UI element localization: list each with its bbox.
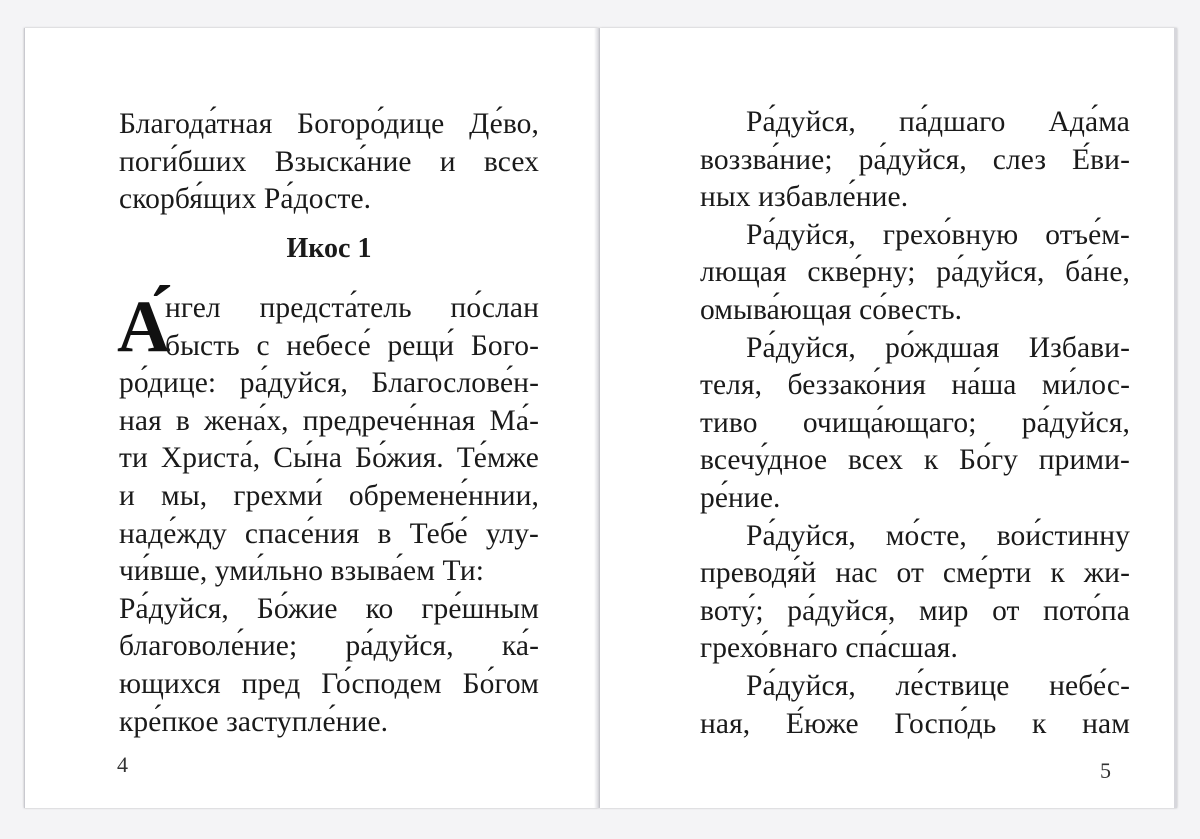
- open-booklet: [24, 28, 1174, 818]
- text-line: грехо́внаго спа́сшая.: [700, 632, 958, 665]
- text-line: ти Христа́, Сы́на Бо́жия. Те́мже: [119, 442, 539, 475]
- right-page: [600, 28, 1177, 808]
- text-line: Ра́дуйся, грехо́вную отъе́м-: [746, 218, 1130, 251]
- text-line: кре́пкое заступле́ние.: [119, 705, 389, 738]
- text-line: Ра́дуйся, Бо́жие ко гре́шным: [119, 592, 539, 625]
- text-line: ющихся пред Го́сподем Бо́гом: [119, 667, 539, 700]
- right-text: [700, 104, 1130, 743]
- text-line: Ра́дуйся, ле́ствице небе́с-: [746, 669, 1130, 702]
- text-line: лющая скве́рну; ра́дуйся, ба́не,: [700, 256, 1130, 289]
- text-line: поги́бших Взыска́ние и всех: [119, 145, 539, 178]
- text-line: и мы, грехми́ обремене́ннии,: [119, 479, 539, 512]
- drop-cap: А́: [117, 286, 171, 368]
- text-line: наде́жду спасе́ния в Тебе́ улу-: [119, 517, 539, 550]
- text-line: ро́дице: ра́дуйся, Благослове́н-: [119, 367, 539, 400]
- ikos-paragraph: [117, 286, 539, 741]
- text-line: благоволе́ние; ра́дуйся, ка́-: [119, 630, 539, 663]
- page-number-left: 4: [117, 752, 128, 777]
- page-number-right: 5: [1100, 758, 1111, 783]
- text-line: ная в жена́х, предрече́нная Ма́-: [119, 404, 539, 437]
- text-line: ная, Е́юже Госпо́дь к нам: [700, 707, 1130, 740]
- text-line: бысть с небесе́ рещи́ Бого-: [165, 329, 539, 362]
- text-line: омыва́ющая со́весть.: [700, 293, 963, 326]
- text-line: Ра́дуйся, па́дшаго Ада́ма: [746, 106, 1130, 138]
- text-line: Благода́тная Богоро́дице Де́во,: [119, 108, 539, 140]
- text-line: скорбя́щих Ра́досте.: [119, 183, 372, 216]
- text-line: ре́ние.: [700, 481, 781, 514]
- text-line: преводя́й нас от сме́рти к жи-: [700, 557, 1130, 590]
- ikos-heading: Икос 1: [286, 233, 372, 264]
- text-line: нгел предста́тель по́слан: [165, 292, 539, 324]
- text-line: воту́; ра́дуйся, мир от пото́па: [700, 594, 1130, 627]
- text-line: Ра́дуйся, мо́сте, вои́стинну: [746, 519, 1130, 552]
- text-line: ных избавле́ние.: [700, 181, 909, 214]
- text-line: Ра́дуйся, ро́ждшая Избави-: [746, 331, 1130, 364]
- left-page: [24, 28, 599, 808]
- text-line: всечу́дное всех к Бо́гу прими-: [700, 444, 1130, 477]
- text-line: теля, беззако́ния на́ша ми́лос-: [700, 369, 1130, 402]
- text-line: воззва́ние; ра́дуйся, слез Е́ви-: [700, 143, 1130, 176]
- text-line: чи́вше, уми́льно взыва́ем Ти:: [119, 555, 485, 588]
- intro-paragraph: [119, 106, 539, 219]
- text-line: тиво очища́ющаго; ра́дуйся,: [700, 406, 1130, 439]
